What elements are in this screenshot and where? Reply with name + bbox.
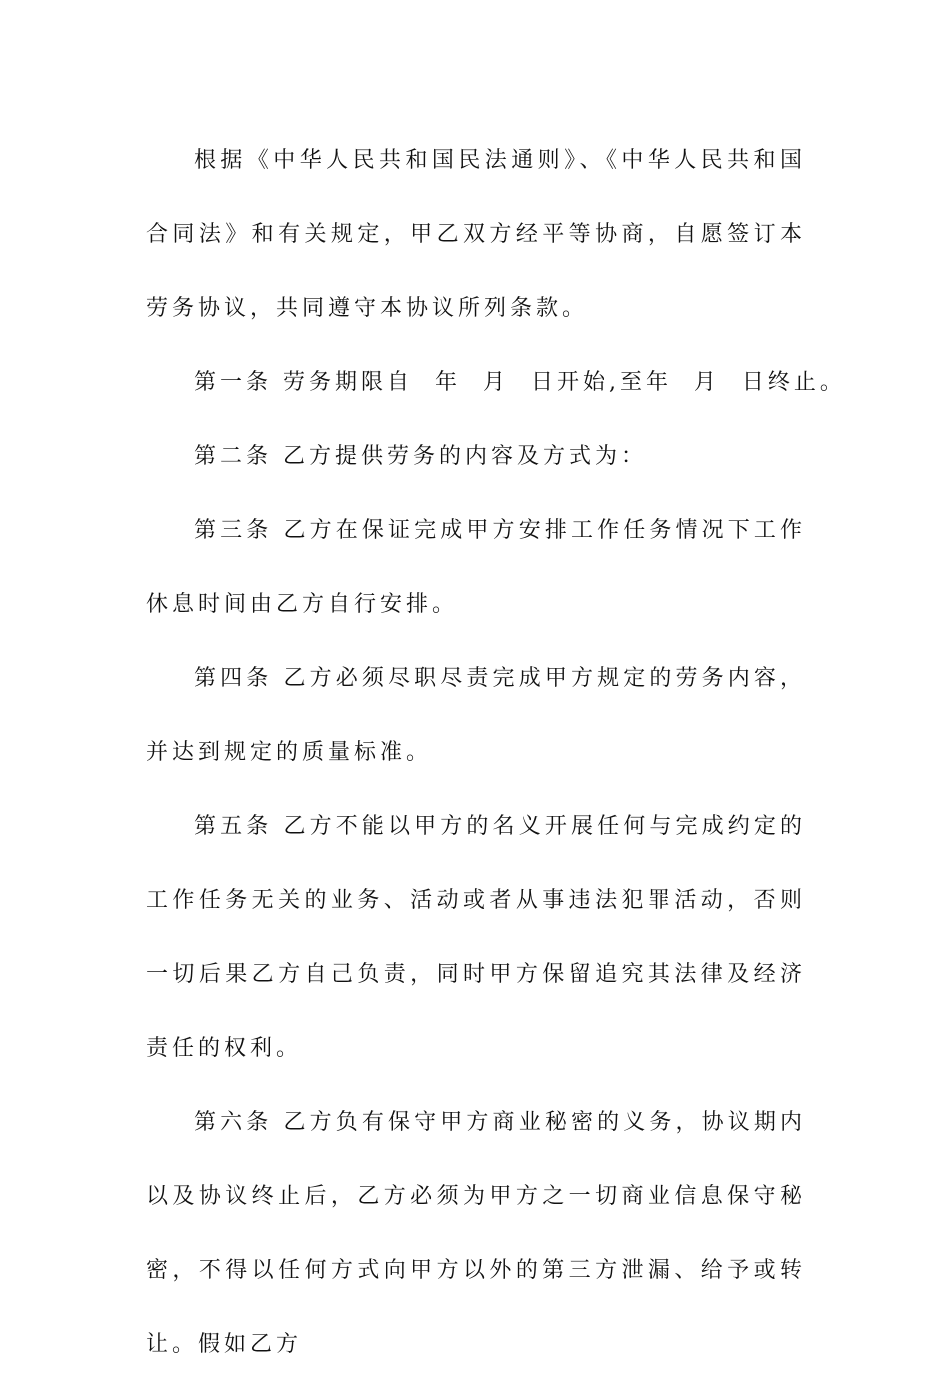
article-6-paragraph: 第六条 乙方负有保守甲方商业秘密的义务，协议期内以及协议终止后，乙方必须为甲方之一切商业信息保守秘密，不得以任何方式向甲方以外的第三方泄漏、给予或转让。假如乙方: [146, 1110, 806, 1357]
article-3-paragraph: 第三条 乙方在保证完成甲方安排工作任务情况下工作休息时间由乙方自行安排。: [146, 518, 806, 617]
article-1-paragraph: 第一条 劳务期限自 年 月 日开始,至年 月 日终止。: [194, 370, 846, 395]
article-4-paragraph: 第四条 乙方必须尽职尽责完成甲方规定的劳务内容，并达到规定的质量标准。: [146, 666, 806, 765]
article-2-paragraph: 第二条 乙方提供劳务的内容及方式为：: [194, 444, 647, 469]
article-5-paragraph: 第五条 乙方不能以甲方的名义开展任何与完成约定的工作任务无关的业务、活动或者从事违法犯罪活动，否则一切后果乙方自己负责，同时甲方保留追究其法律及经济责任的权利。: [146, 814, 806, 1061]
document-page: [146, 124, 846, 1382]
preamble-paragraph: 根据《中华人民共和国民法通则》、《中华人民共和国合同法》和有关规定，甲乙双方经平等协商，自愿签订本劳务协议，共同遵守本协议所列条款。: [146, 148, 806, 321]
